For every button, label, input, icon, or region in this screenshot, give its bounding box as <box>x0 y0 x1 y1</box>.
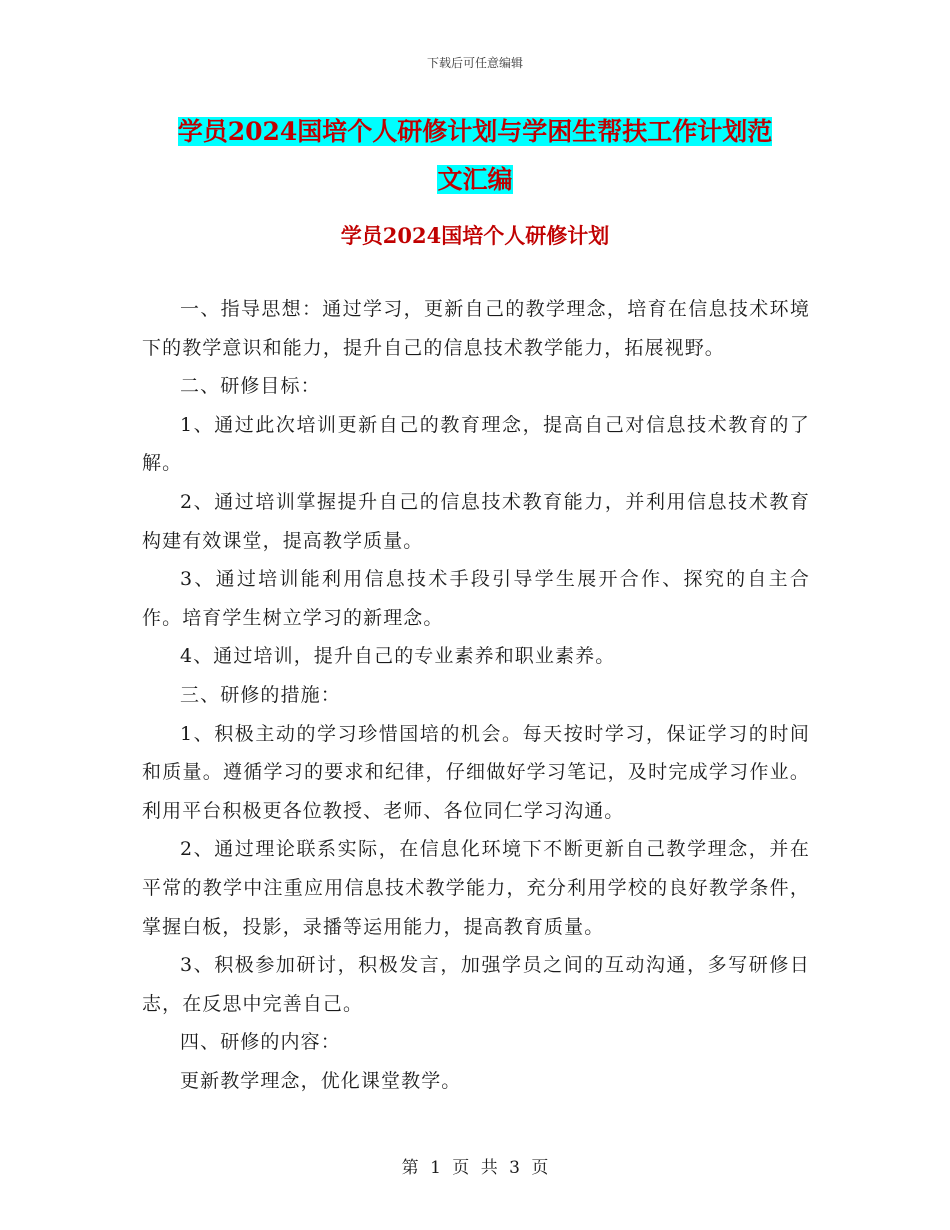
paragraph: 一、指导思想：通过学习，更新自己的教学理念，培育在信息技术环境下的教学意识和能力，提升自己的信息技术教学能力，拓展视野。 <box>142 298 810 359</box>
paragraph: 1、积极主动的学习珍惜国培的机会。每天按时学习，保证学习的时间和质量。遵循学习的要求和纪律，仔细做好学习笔记，及时完成学习作业。利用平台积极更各位教授、老师、各位同仁学习沟通。 <box>142 722 810 822</box>
paragraph: 2、通过培训掌握提升自己的信息技术教育能力，并利用信息技术教育构建有效课堂，提高教学质量。 <box>142 490 810 552</box>
document-title <box>140 108 810 204</box>
section-title: 学员2024国培个人研修计划 <box>340 223 610 248</box>
header-note: 下载后可任意编辑 <box>426 56 523 70</box>
paragraph: 2、通过理论联系实际，在信息化环境下不断更新自己教学理念，并在平常的教学中注重应用信息技术教学能力，充分利用学校的良好教学条件，掌握白板，投影，录播等运用能力，提高教育质量。 <box>142 838 810 938</box>
body-content <box>142 290 810 1100</box>
paragraph: 更新教学理念，优化课堂教学。 <box>180 1069 462 1092</box>
page-footer: 第 1 页 共 3 页 <box>401 1158 549 1178</box>
paragraph: 4、通过培训，提升自己的专业素养和职业素养。 <box>180 645 616 668</box>
document-title-line-2: 文汇编 <box>437 165 513 194</box>
paragraph: 1、通过此次培训更新自己的教育理念，提高自己对信息技术教育的了解。 <box>142 413 810 475</box>
paragraph: 二、研修目标： <box>180 375 321 398</box>
paragraph: 3、积极参加研讨，积极发言，加强学员之间的互动沟通，多写研修日志，在反思中完善自己。 <box>142 954 810 1015</box>
paragraph: 四、研修的内容： <box>180 1031 341 1054</box>
paragraph: 3、通过培训能利用信息技术手段引导学生展开合作、探究的自主合作。培育学生树立学习的新理念。 <box>142 568 810 629</box>
document-title-line-1: 学员2024国培个人研修计划与学困生帮扶工作计划范 <box>177 117 773 146</box>
paragraph: 三、研修的措施： <box>180 683 341 706</box>
